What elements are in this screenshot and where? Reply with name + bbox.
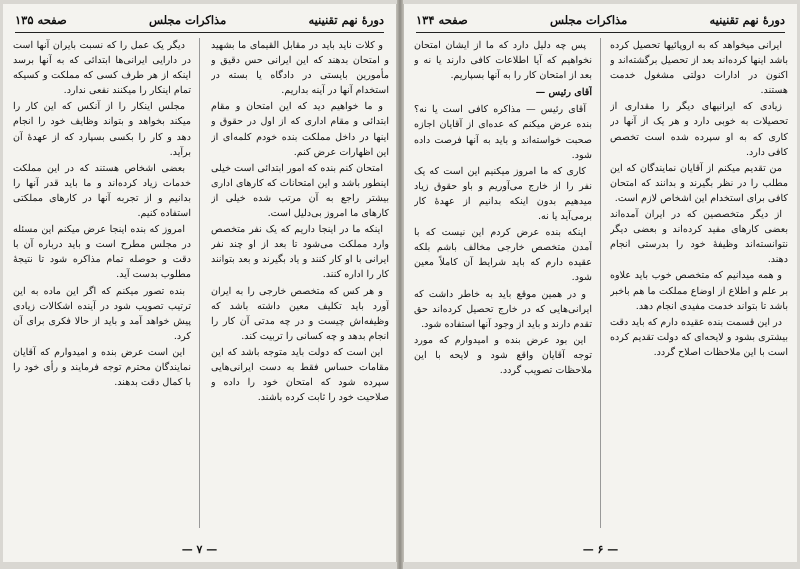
paragraph: و ما خواهیم دید که این امتحان و مقام ابتدائی و مقام اداری که از اول در حقوق و اینها در داخل مملکت بنده خودم کلمه‌ای از این اظهارات عرض کنم.: [211, 101, 389, 158]
paragraph: ایرانی میخواهد که به اروپائیها تحصیل کرده باشد اینها کرده‌اند بعد از تحصیل برگشته‌اند و اکنون در ادارات دولتی مشغول خدمت هستند.: [610, 40, 788, 97]
left-header-series: دورهٔ نهم تقنینیه: [308, 13, 384, 27]
paragraph: این است که دولت باید متوجه باشد که این مقامات حساس فقط به دست ایرانی‌هایی سپرده شود که امتحان خود را داده و صلاحیت خود را ثابت کرده باشند.: [211, 346, 389, 404]
paragraph: امتحان کنم بنده که امور ابتدائی است خیلی اینطور باشد و این امتحانات که کارهای اداری بیشتر راجع به آن مرتب شده خیلی از کارهای ما امروز بی‌دلیل است.: [211, 162, 389, 220]
right-page-number: — ۶ —: [582, 543, 619, 556]
left-page-column-2: [13, 38, 191, 528]
right-page: [403, 4, 797, 562]
paragraph: کاری که ما امروز میکنیم این است که یک نفر را از خارج می‌آوریم و باو حقوق زیاد میدهیم بدون اینکه بدانیم از عهدهٔ کار برمی‌آید یا نه.: [414, 165, 592, 223]
paragraph: و در همین موقع باید به خاطر داشت که ایرانی‌هایی که در خارج تحصیل کرده‌اند حق تقدم دارند و باید از وجود آنها استفاده شود.: [414, 288, 592, 330]
right-column-divider: [600, 38, 601, 528]
left-column-divider: [199, 38, 200, 528]
left-header-page-label: صفحه ۱۳۵: [15, 13, 67, 27]
paragraph: و کلات ناید باید در مقابل القیمای ما بشهید و امتحان بدهند که این ایرانی حس دقیق و مأمورین بایستی در دادگاه یا بسته در استخدام آنها در آینه بداریم.: [211, 40, 389, 97]
right-header-page-label: صفحه ۱۳۴: [416, 13, 468, 27]
left-page-header: [15, 10, 384, 30]
paragraph: آقای رئیس — مذاکره کافی است یا نه؟ بنده عرض میکنم که عده‌ای از آقایان اجازه صحبت خواسته‌اند و باید به آنها فرصت داده شود.: [414, 104, 592, 161]
paragraph: و هر کس که متخصص خارجی را به ایران آورد باید تکلیف معین داشته باشد که وظیفه‌اش چیست و در چه مدتی آن کار را انجام بدهد و چه کسانی را تربیت کند.: [211, 285, 389, 342]
paragraph: این بود عرض بنده و امیدوارم که مورد توجه آقایان واقع شود و لایحه با این ملاحظات تصویب گردد.: [414, 334, 592, 376]
speaker-subhead: آقای رئیس —: [535, 87, 592, 99]
paragraph: از دیگر متخصصین که در ایران آمده‌اند بعضی کارهای مفید کرده‌اند و بعضی دیگر نتوانسته‌اند وظیفهٔ خود را بدرستی انجام دهند.: [610, 209, 788, 266]
right-header-rule: [416, 32, 785, 33]
paragraph: مجلس اینکار را از آنکس که این کار را میکند بخواهد و بتواند وظایف خود را انجام دهد و کار را بکسی بسپارد که از عهدهٔ آن برآید.: [13, 101, 191, 158]
paragraph: اینکه ما در اینجا داریم که یک نفر متخصص وارد مملکت می‌شود تا بعد از او چند نفر ایرانی با او کار کنند و یاد بگیرند و بعد بتوانند کار را اداره کنند.: [211, 224, 389, 281]
left-page: [3, 4, 397, 562]
paragraph: اینکه بنده عرض کردم این نیست که با آمدن متخصص خارجی مخالف باشم بلکه عقیده دارم که باید شرایط آن کاملاً معین شود.: [414, 227, 592, 284]
paragraph: دیگر یک عمل را که نسبت بایران آنها است در دارایی ایرانی‌ها ابتدائی که به آنها برسد اینکه از هر طرف کسی که مملکت و کسیکه تمام اینکار را میکنند نفعی ندارد.: [13, 40, 191, 97]
left-page-column-1: [211, 38, 389, 528]
paragraph: امروز که بنده اینجا عرض میکنم این مسئله در مجلس مطرح است و باید درباره آن با دقت و حوصله تمام مذاکره شود تا نتیجهٔ مطلوب بدست آید.: [13, 224, 191, 281]
paragraph: این است عرض بنده و امیدوارم که آقایان نمایندگان محترم توجه فرمایند و رأی خود را با کمال دقت بدهند.: [13, 346, 191, 389]
paragraph: بعضی اشخاص هستند که در این مملکت خدمات زیاد کرده‌اند و ما باید قدر آنها را بدانیم و از تجربه آنها در کارهای مملکتی استفاده کنیم.: [13, 162, 191, 220]
right-page-column-1: [610, 38, 788, 528]
paragraph: من تقدیم میکنم از آقایان نمایندگان که این مطلب را در نظر بگیرند و بدانند که امتحان کافی برای استخدام این اشخاص لازم است.: [610, 162, 788, 204]
right-header-series: دورهٔ نهم تقنینیه: [709, 13, 785, 27]
right-header-title: مذاکرات مجلس: [549, 13, 628, 27]
paragraph: در این قسمت بنده عقیده دارم که باید دقت بیشتری بشود و لایحه‌ای که دولت تقدیم کرده است با این ملاحظات اصلاح گردد.: [610, 316, 788, 358]
right-page-column-2: [414, 38, 592, 528]
paragraph: پس چه دلیل دارد که ما از ایشان امتحان نخواهیم که آیا اطلاعات کافی دارند یا نه و بعد از امتحان کار را به آنها بسپاریم.: [414, 40, 592, 82]
right-page-header: [416, 10, 785, 30]
left-page-number: — ۷ —: [181, 543, 218, 556]
paragraph: زیادی که ایرانیهای دیگر را مقداری از تحصیلات به خوبی دارد و هر یک از آنها در کاری که به او سپرده شده است تخصص کافی دارد.: [610, 101, 788, 158]
left-header-title: مذاکرات مجلس: [148, 13, 227, 27]
left-header-rule: [15, 32, 384, 33]
paragraph: و همه میدانیم که متخصص خوب باید علاوه بر علم و اطلاع از اوضاع مملکت ما هم باخبر باشد تا بتواند خدمت مفیدی انجام دهد.: [610, 270, 788, 312]
paragraph: بنده تصور میکنم که اگر این ماده به این ترتیب تصویب شود در آینده اشکالات زیادی پیش خواهد آمد و باید از حالا فکری برای آن کرد.: [13, 285, 191, 342]
